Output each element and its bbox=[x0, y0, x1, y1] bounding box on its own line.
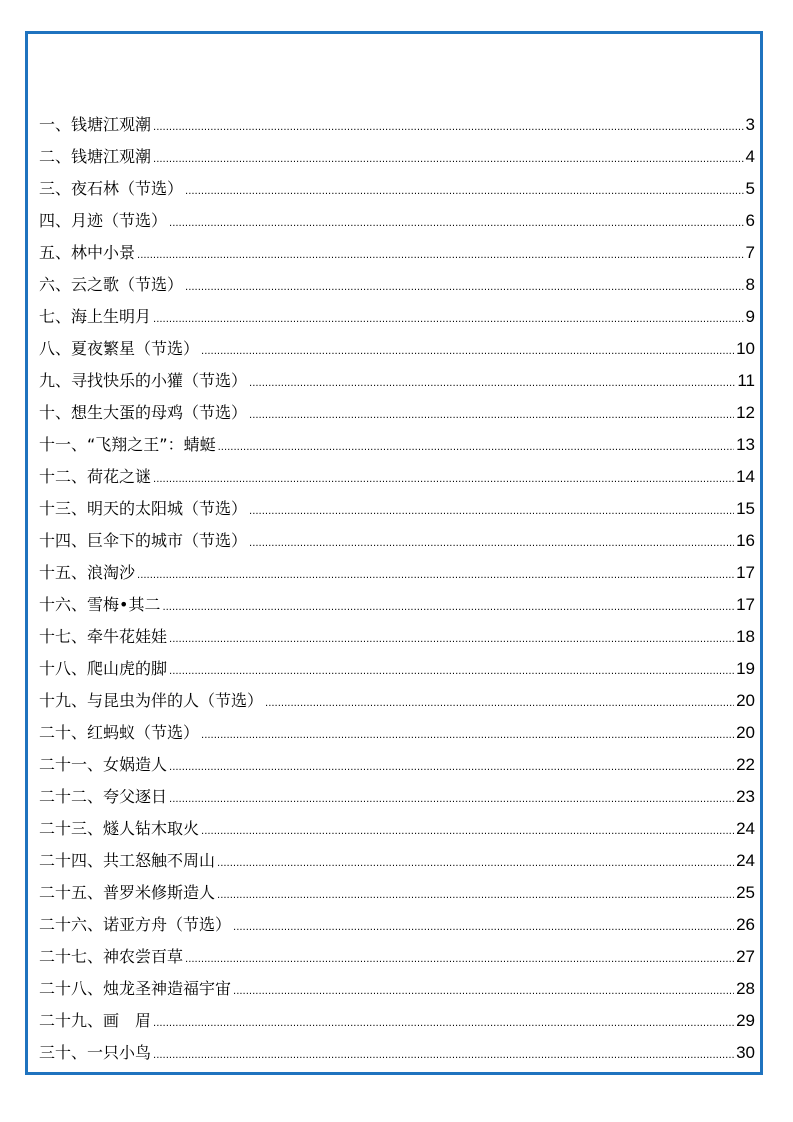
toc-entry-title: 四、月迹（节选） bbox=[39, 211, 168, 230]
toc-entry-page: 13 bbox=[736, 435, 755, 454]
toc-dot-leader bbox=[217, 880, 734, 912]
toc-entry-title: 二十三、燧人钻木取火 bbox=[39, 819, 200, 838]
toc-dot-leader bbox=[153, 1008, 734, 1040]
toc-entry-page: 22 bbox=[736, 755, 755, 774]
toc-entry-title: 十九、与昆虫为伴的人（节选） bbox=[39, 691, 264, 710]
toc-entry[interactable] bbox=[39, 301, 755, 333]
toc-entry-page: 14 bbox=[736, 467, 755, 486]
toc-entry-title: 八、夏夜繁星（节选） bbox=[39, 339, 200, 358]
toc-entry[interactable] bbox=[39, 1005, 755, 1037]
toc-dot-leader bbox=[137, 240, 744, 272]
toc-entry[interactable] bbox=[39, 653, 755, 685]
toc-entry-page: 28 bbox=[736, 979, 755, 998]
toc-entry-title: 二十六、诺亚方舟（节选） bbox=[39, 915, 232, 934]
toc-dot-leader bbox=[201, 816, 734, 848]
toc-entry-title: 十三、明天的太阳城（节选） bbox=[39, 499, 248, 518]
toc-dot-leader bbox=[153, 1040, 734, 1072]
toc-dot-leader bbox=[233, 912, 734, 944]
toc-entry-page: 16 bbox=[736, 531, 755, 550]
toc-dot-leader bbox=[185, 176, 744, 208]
toc-entry-page: 17 bbox=[736, 595, 755, 614]
toc-entry-page: 12 bbox=[736, 403, 755, 422]
toc-entry-title: 二十八、烛龙圣神造福宇宙 bbox=[39, 979, 232, 998]
toc-entry-page: 27 bbox=[736, 947, 755, 966]
toc-entry-page: 20 bbox=[736, 723, 755, 742]
toc-entry[interactable] bbox=[39, 621, 755, 653]
toc-dot-leader bbox=[249, 496, 734, 528]
toc-entry-page: 4 bbox=[745, 147, 755, 166]
toc-entry[interactable] bbox=[39, 845, 755, 877]
toc-entry-title: 六、云之歌（节选） bbox=[39, 275, 184, 294]
toc-dot-leader bbox=[153, 144, 744, 176]
toc-entry-page: 9 bbox=[745, 307, 755, 326]
toc-dot-leader bbox=[169, 752, 734, 784]
toc-entry-title: 二、钱塘江观潮 bbox=[39, 147, 152, 166]
toc-dot-leader bbox=[169, 624, 734, 656]
toc-entry-title: 十四、巨伞下的城市（节选） bbox=[39, 531, 248, 550]
toc-entry-page: 11 bbox=[737, 371, 755, 390]
toc-entry[interactable] bbox=[39, 365, 755, 397]
toc-entry-title: 二十九、画 眉 bbox=[39, 1011, 152, 1030]
toc-entry-title: 十一、“飞翔之王”：蜻蜓 bbox=[39, 435, 216, 454]
toc-dot-leader bbox=[153, 112, 744, 144]
toc-entry-page: 24 bbox=[736, 819, 755, 838]
toc-entry[interactable] bbox=[39, 461, 755, 493]
toc-entry-title: 二十二、夸父逐日 bbox=[39, 787, 168, 806]
toc-entry[interactable] bbox=[39, 1037, 755, 1069]
toc-entry-title: 七、海上生明月 bbox=[39, 307, 152, 326]
toc-dot-leader bbox=[249, 400, 734, 432]
toc-dot-leader bbox=[217, 848, 734, 880]
toc-entry[interactable] bbox=[39, 173, 755, 205]
toc-entry[interactable] bbox=[39, 429, 755, 461]
toc-entry-title: 十五、浪淘沙 bbox=[39, 563, 136, 582]
toc-entry-title: 二十、红蚂蚁（节选） bbox=[39, 723, 200, 742]
toc-entry-title: 一、钱塘江观潮 bbox=[39, 115, 152, 134]
toc-entry-page: 3 bbox=[745, 115, 755, 134]
toc-entry[interactable] bbox=[39, 973, 755, 1005]
toc-entry[interactable] bbox=[39, 397, 755, 429]
toc-entry-page: 17 bbox=[736, 563, 755, 582]
toc-dot-leader bbox=[249, 368, 735, 400]
toc-entry-page: 25 bbox=[736, 883, 755, 902]
toc-entry[interactable] bbox=[39, 525, 755, 557]
toc-dot-leader bbox=[169, 784, 734, 816]
toc-dot-leader bbox=[201, 336, 734, 368]
toc-entry-page: 20 bbox=[736, 691, 755, 710]
toc-dot-leader bbox=[169, 208, 744, 240]
toc-entry-title: 三、夜石林（节选） bbox=[39, 179, 184, 198]
toc-dot-leader bbox=[249, 528, 734, 560]
toc-entry-title: 二十一、女娲造人 bbox=[39, 755, 168, 774]
toc-entry-title: 十二、荷花之谜 bbox=[39, 467, 152, 486]
toc-entry-page: 7 bbox=[745, 243, 755, 262]
toc-entry-title: 九、寻找快乐的小獾（节选） bbox=[39, 371, 248, 390]
toc-entry-page: 15 bbox=[736, 499, 755, 518]
toc-entry-title: 三十、一只小鸟 bbox=[39, 1043, 152, 1062]
toc-entry-title: 二十七、神农尝百草 bbox=[39, 947, 184, 966]
toc-entry[interactable] bbox=[39, 205, 755, 237]
toc-entry[interactable] bbox=[39, 781, 755, 813]
toc-entry[interactable] bbox=[39, 941, 755, 973]
toc-dot-leader bbox=[153, 464, 734, 496]
toc-entry-page: 24 bbox=[736, 851, 755, 870]
toc-dot-leader bbox=[137, 560, 734, 592]
toc-dot-leader bbox=[265, 688, 734, 720]
toc-entry[interactable] bbox=[39, 749, 755, 781]
toc-entry-page: 8 bbox=[745, 275, 755, 294]
toc-entry-page: 18 bbox=[736, 627, 755, 646]
toc-entry-page: 19 bbox=[736, 659, 755, 678]
toc-dot-leader bbox=[153, 304, 744, 336]
toc-entry-title: 二十五、普罗米修斯造人 bbox=[39, 883, 216, 902]
toc-entry[interactable] bbox=[39, 685, 755, 717]
toc-entry[interactable] bbox=[39, 333, 755, 365]
toc-dot-leader bbox=[201, 720, 734, 752]
toc-entry-title: 五、林中小景 bbox=[39, 243, 136, 262]
toc-entry-page: 30 bbox=[736, 1043, 755, 1062]
toc-entry[interactable] bbox=[39, 269, 755, 301]
toc-dot-leader bbox=[162, 592, 734, 624]
toc-entry[interactable] bbox=[39, 237, 755, 269]
toc-entry-title: 十六、雪梅•其二 bbox=[39, 595, 161, 614]
toc-entry[interactable] bbox=[39, 877, 755, 909]
toc-dot-leader bbox=[169, 656, 734, 688]
toc-entry[interactable] bbox=[39, 717, 755, 749]
toc-dot-leader bbox=[233, 976, 734, 1008]
toc-entry[interactable] bbox=[39, 109, 755, 141]
toc-entry-page: 26 bbox=[736, 915, 755, 934]
toc-entry[interactable] bbox=[39, 813, 755, 845]
toc-entry[interactable] bbox=[39, 557, 755, 589]
toc-entry-page: 10 bbox=[736, 339, 755, 358]
toc-entry[interactable] bbox=[39, 589, 755, 621]
toc-entry[interactable] bbox=[39, 909, 755, 941]
toc-entry-page: 29 bbox=[736, 1011, 755, 1030]
toc-entry-page: 23 bbox=[736, 787, 755, 806]
toc-entry-page: 6 bbox=[745, 211, 755, 230]
table-of-contents bbox=[39, 109, 755, 1069]
toc-entry-title: 二十四、共工怒触不周山 bbox=[39, 851, 216, 870]
toc-entry-title: 十七、牵牛花娃娃 bbox=[39, 627, 168, 646]
toc-dot-leader bbox=[185, 944, 734, 976]
toc-entry[interactable] bbox=[39, 141, 755, 173]
toc-dot-leader bbox=[218, 432, 734, 464]
toc-entry-page: 5 bbox=[745, 179, 755, 198]
toc-entry-title: 十八、爬山虎的脚 bbox=[39, 659, 168, 678]
toc-entry[interactable] bbox=[39, 493, 755, 525]
toc-dot-leader bbox=[185, 272, 744, 304]
toc-entry-title: 十、想生大蛋的母鸡（节选） bbox=[39, 403, 248, 422]
